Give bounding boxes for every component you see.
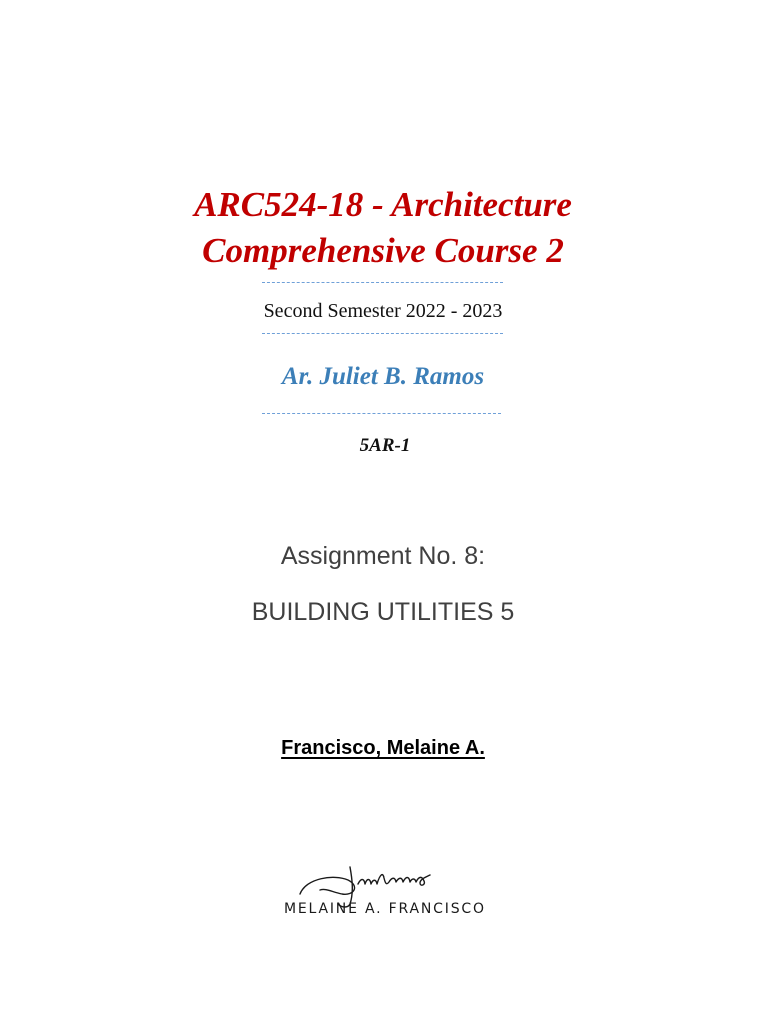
instructor-name: Ar. Juliet B. Ramos [281, 363, 485, 390]
course-title [0, 182, 766, 274]
semester-label: Second Semester 2022 - 2023 [263, 300, 503, 322]
signature-printed-name: MELAINE A. FRANCISCO [284, 901, 484, 917]
course-title-line-1: ARC524-18 - Architecture [194, 185, 572, 224]
student-name: Francisco, Melaine A. [281, 737, 485, 759]
signature-cursive [358, 875, 430, 886]
signature-image [276, 864, 488, 926]
signature-swirl [300, 877, 355, 894]
course-title-line-2: Comprehensive Course 2 [202, 231, 564, 270]
divider-line [262, 413, 501, 414]
assignment-number: Assignment No. 8: [280, 542, 486, 570]
divider-line [262, 282, 503, 283]
student-name-block [0, 735, 766, 761]
assignment-subject: BUILDING UTILITIES 5 [251, 598, 515, 626]
section-label: 5AR-1 [359, 435, 411, 456]
divider-line [262, 333, 503, 334]
